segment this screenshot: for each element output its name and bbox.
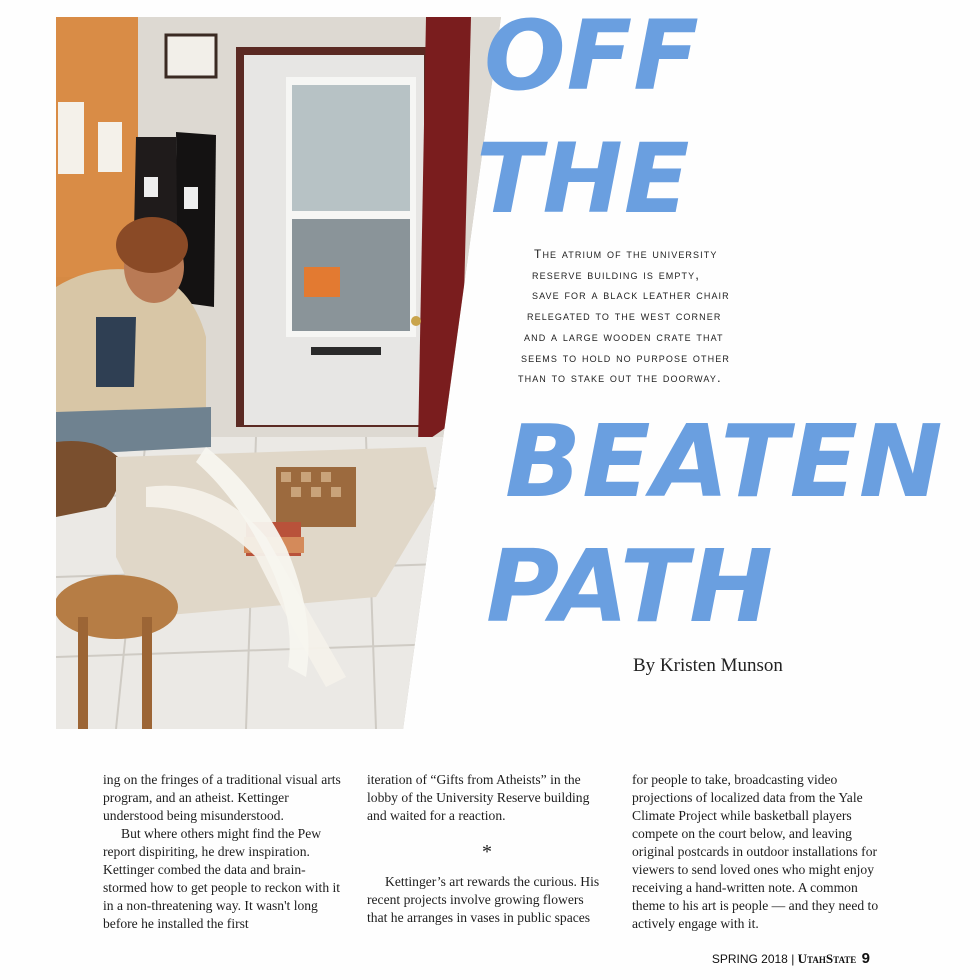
deck-line: reserve building is empty,	[532, 266, 700, 282]
footer-separator: |	[791, 952, 795, 966]
deck-line: relegated to the west corner	[527, 308, 722, 324]
body-column-1	[103, 771, 343, 933]
headline-word-off: OFF	[484, 0, 700, 112]
photo-illustration	[56, 17, 501, 729]
page-number: 9	[861, 950, 870, 967]
deck-line: save for a black leather chair	[532, 287, 730, 303]
intro-deck	[510, 243, 770, 389]
body-column-3	[632, 771, 882, 933]
byline: By Kristen Munson	[633, 655, 783, 676]
headline-word-the: THE	[476, 123, 691, 235]
body-column-2	[367, 771, 607, 927]
paragraph: But where others might find the Pew report dispiriting, he drew inspiration. Kettinger combed the data and brain-stormed how to get people to reckon with it in a non-threatening way. It wasn't long before he installed the first	[103, 826, 341, 931]
paragraph: iteration of “Gifts from Atheists” in the lobby of the University Reserve building and waited for a reaction.	[367, 772, 590, 823]
paragraph: for people to take, broadcasting video projections of localized data from the Yale Climate Project while basketball players compete on the court below, and leaving original postcards in outdoor installations for viewers to send loved ones who might enjoy receiving a hand-written note. A common theme to his art is people — and they need to actively engage with it.	[632, 772, 879, 931]
section-break: *	[482, 841, 492, 863]
feature-photo	[56, 17, 501, 729]
deck-line: seems to hold no purpose other	[521, 349, 730, 365]
deck-line: than to stake out the doorway.	[518, 370, 722, 386]
issue-label: SPRING 2018	[711, 952, 788, 966]
magazine-name: UtahState	[797, 951, 857, 966]
paragraph: ing on the fringes of a traditional visual arts program, and an atheist. Kettinger understood being misunderstood.	[103, 772, 341, 823]
page-footer	[712, 950, 870, 967]
deck-line: the atrium of the university	[534, 243, 718, 262]
headline-word-beaten: BEATEN	[505, 403, 944, 520]
paragraph: Kettinger’s art rewards the curious. His recent projects involve growing flowers that he arranges in vases in public spaces	[367, 874, 600, 925]
deck-line: and a large wooden crate that	[524, 328, 724, 344]
headline-word-path: PATH	[486, 528, 774, 645]
